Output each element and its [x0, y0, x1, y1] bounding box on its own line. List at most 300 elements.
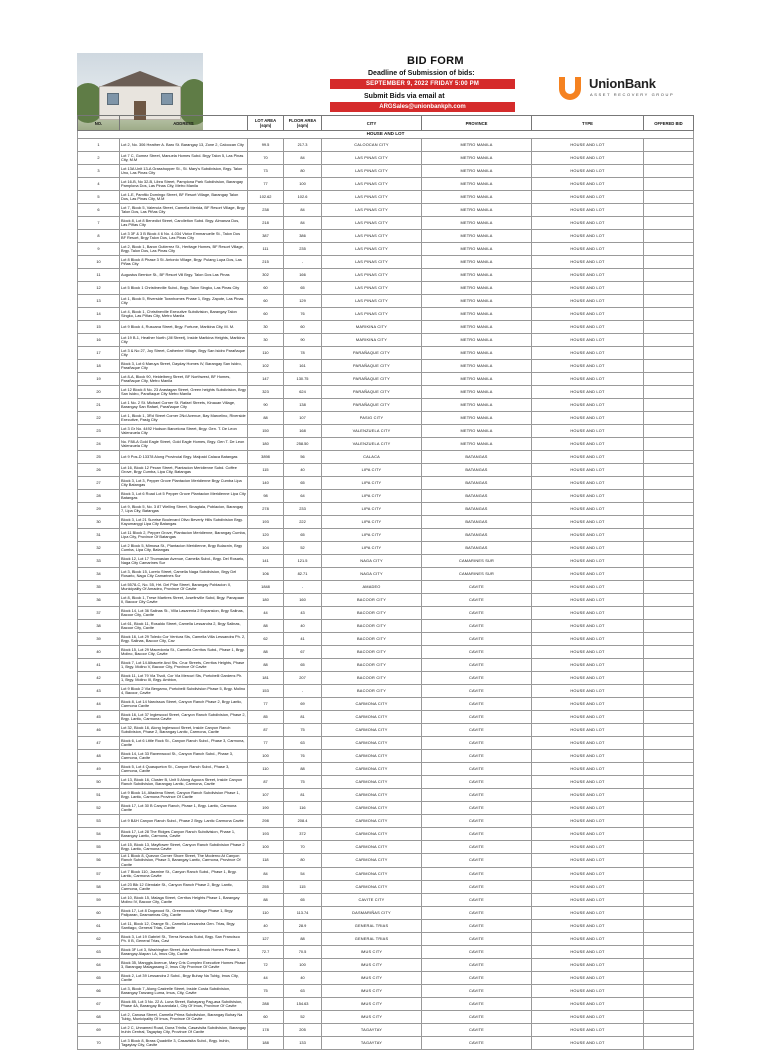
row-offered-bid[interactable] — [644, 920, 694, 933]
row-offered-bid[interactable] — [644, 789, 694, 802]
col-address: ADDRESS — [120, 116, 248, 131]
row-no: 50 — [78, 776, 120, 789]
row-city: MARIKINA CITY — [322, 334, 422, 347]
row-floor-area: - — [284, 581, 322, 594]
row-city: LIPA CITY — [322, 542, 422, 555]
row-no: 54 — [78, 828, 120, 841]
table-row — [78, 282, 694, 295]
row-offered-bid[interactable] — [644, 959, 694, 972]
table-row — [78, 373, 694, 386]
row-address: Lot 1, Block 1, 3Rd Street Corner 2Nd Avenue, Bay Marcelino, Riverside Executive, Pasig City — [120, 412, 248, 425]
row-offered-bid[interactable] — [644, 841, 694, 854]
row-lot-area: 110 — [248, 907, 284, 920]
row-offered-bid[interactable] — [644, 894, 694, 907]
row-no: 23 — [78, 425, 120, 438]
row-type: HOUSE AND LOT — [532, 724, 644, 737]
row-address: Lot 1, Block 5, Riverside Townhomes Phase 1, Brgy. Zapote, Las Pinas City — [120, 295, 248, 308]
row-type: HOUSE AND LOT — [532, 321, 644, 334]
row-offered-bid[interactable] — [644, 568, 694, 581]
row-floor-area: 100 — [284, 959, 322, 972]
row-address: Augustus Bernice St., BF Resort Vill Brgy. Talon Dos Las Pinas — [120, 269, 248, 282]
row-no: 9 — [78, 243, 120, 256]
row-lot-area: 180 — [248, 438, 284, 451]
table-row — [78, 178, 694, 191]
row-city: BACOOR CITY — [322, 659, 422, 672]
row-province: METRO MANILA — [422, 165, 532, 178]
row-no: 63 — [78, 946, 120, 959]
row-offered-bid[interactable] — [644, 269, 694, 282]
row-address: Block 2, Lot 39 Lessandra 2 Subd., Brgy Buhay Na Tubig, Imus City, Cavite — [120, 972, 248, 985]
row-offered-bid[interactable] — [644, 698, 694, 711]
row-floor-area: 78 — [284, 347, 322, 360]
row-address: Lot 9 Block 4, Ruscana Street, Brgy. Fortune, Marikina City, M. M. — [120, 321, 248, 334]
row-floor-area: 82.71 — [284, 568, 322, 581]
table-row — [78, 985, 694, 998]
row-province: BATANGAS — [422, 464, 532, 477]
row-offered-bid[interactable] — [644, 204, 694, 217]
row-offered-bid[interactable] — [644, 633, 694, 646]
table-row — [78, 972, 694, 985]
row-floor-area: 67 — [284, 646, 322, 659]
row-no: 56 — [78, 854, 120, 868]
row-offered-bid[interactable] — [644, 152, 694, 165]
row-offered-bid[interactable] — [644, 659, 694, 672]
table-row — [78, 828, 694, 841]
row-offered-bid[interactable] — [644, 230, 694, 243]
row-type: HOUSE AND LOT — [532, 204, 644, 217]
table-row — [78, 542, 694, 555]
row-floor-area: 205 — [284, 1024, 322, 1037]
row-address: Block 3, Lot 21 Sunrise Boulevard Olivo Beverly Hills Subdivision Brgy. Kayumanggi Lipa City Batangas — [120, 516, 248, 529]
row-floor-area: 75 — [284, 776, 322, 789]
row-city: LIPA CITY — [322, 516, 422, 529]
table-row — [78, 503, 694, 516]
row-offered-bid[interactable] — [644, 581, 694, 594]
row-lot-area: 62 — [248, 633, 284, 646]
row-offered-bid[interactable] — [644, 763, 694, 776]
row-floor-area: 217.3 — [284, 139, 322, 152]
row-offered-bid[interactable] — [644, 191, 694, 204]
row-offered-bid[interactable] — [644, 620, 694, 633]
row-address: Lot 8 Block 8 Phase 3 St. Antonio Village, Brgy. Pulang Lupa Dos, Las Piñas City — [120, 256, 248, 269]
row-city: CARMONA CITY — [322, 868, 422, 881]
row-floor-area: 102.6 — [284, 191, 322, 204]
row-offered-bid[interactable] — [644, 516, 694, 529]
submission-email[interactable]: ARGSales@unionbankph.com — [330, 102, 515, 112]
row-no: 1 — [78, 139, 120, 152]
row-type: HOUSE AND LOT — [532, 894, 644, 907]
row-no: 51 — [78, 789, 120, 802]
row-address: Block 7, Lot 14 Albacete And Sts. Cruz Streets, Cerritos Heights, Phase 1, Brgy. Molino V, Bacoor City, Province Of Cavite — [120, 659, 248, 672]
row-offered-bid[interactable] — [644, 646, 694, 659]
table-row — [78, 152, 694, 165]
row-offered-bid[interactable] — [644, 165, 694, 178]
row-offered-bid[interactable] — [644, 334, 694, 347]
col-floor-area: FLOOR AREA (sqm) — [284, 116, 322, 131]
row-type: HOUSE AND LOT — [532, 646, 644, 659]
row-type: HOUSE AND LOT — [532, 217, 644, 230]
row-offered-bid[interactable] — [644, 815, 694, 828]
row-city: LIPA CITY — [322, 477, 422, 490]
row-address: Lot 12 Block 8 No. 23 Arastagan Street, Green heights Subdivision, Brgy San Isidro, Parañaque City Metro Manila — [120, 386, 248, 399]
table-row — [78, 815, 694, 828]
row-address: Lot 9 B&H Canyon Ranch Subd., Phase 2 Brgy. Lantic Carmona Cavite — [120, 815, 248, 828]
row-address: Block 17, Lot 30 B Canyon Ranch, Phase 1, Brgy. Lantic, Carmona Cavite — [120, 802, 248, 815]
col-type: TYPE — [532, 116, 644, 131]
row-city: LAS PINAS CITY — [322, 256, 422, 269]
row-province: CAMARINES SUR — [422, 568, 532, 581]
row-offered-bid[interactable] — [644, 295, 694, 308]
row-lot-area: 147 — [248, 373, 284, 386]
row-city: CALOOCAN CITY — [322, 139, 422, 152]
row-address: Lot 7 Block 110, Jasmine St., Canyon Ranch Subd., Phase 1, Brgy. Lantic, Carmona Cavite — [120, 868, 248, 881]
row-province: CAVITE — [422, 998, 532, 1011]
row-floor-area: 65 — [284, 477, 322, 490]
row-type: HOUSE AND LOT — [532, 698, 644, 711]
row-offered-bid[interactable] — [644, 985, 694, 998]
row-no: 60 — [78, 907, 120, 920]
row-province: METRO MANILA — [422, 269, 532, 282]
row-floor-area: 84 — [284, 217, 322, 230]
table-row — [78, 295, 694, 308]
row-no: 65 — [78, 972, 120, 985]
row-no: 52 — [78, 802, 120, 815]
row-offered-bid[interactable] — [644, 946, 694, 959]
row-floor-area: 63 — [284, 985, 322, 998]
row-city: LAS PINAS CITY — [322, 269, 422, 282]
row-lot-area: 118 — [248, 854, 284, 868]
row-type: HOUSE AND LOT — [532, 854, 644, 868]
row-address: Block 14, Lot 33 Ravenwood St., Canyon Ranch Subd., Phase 3, Carmona, Cavite — [120, 750, 248, 763]
row-offered-bid[interactable] — [644, 178, 694, 191]
row-lot-area: 73 — [248, 165, 284, 178]
row-address: Block 15, Lot 29 Macedonia St., Camella Cerritos Subd., Phase 1, Brgy. Molino, Bacoor City, Cavite — [120, 646, 248, 659]
row-offered-bid[interactable] — [644, 1037, 694, 1050]
row-city: PARAÑAQUE CITY — [322, 347, 422, 360]
row-lot-area: 99.5 — [248, 139, 284, 152]
table-row — [78, 607, 694, 620]
row-province: CAVITE — [422, 724, 532, 737]
row-province: METRO MANILA — [422, 347, 532, 360]
row-no: 21 — [78, 399, 120, 412]
row-offered-bid[interactable] — [644, 1011, 694, 1024]
row-type: HOUSE AND LOT — [532, 490, 644, 503]
table-row — [78, 425, 694, 438]
row-address: Lot 1 Block 8, Quezon Corner Shore Street, The Moderno At Canyon Ranch Subdivision, Phase 3, Barangay Lantic, Carmona, Province Of Cavite — [120, 854, 248, 868]
row-type: HOUSE AND LOT — [532, 620, 644, 633]
row-type: HOUSE AND LOT — [532, 750, 644, 763]
row-lot-area: 1848 — [248, 581, 284, 594]
row-city: CARMONA CITY — [322, 750, 422, 763]
row-city: NAGA CITY — [322, 568, 422, 581]
row-offered-bid[interactable] — [644, 451, 694, 464]
row-floor-area: 113.74 — [284, 907, 322, 920]
row-city: BACOOR CITY — [322, 594, 422, 607]
row-offered-bid[interactable] — [644, 607, 694, 620]
row-floor-area: 107 — [284, 412, 322, 425]
row-floor-area: - — [284, 256, 322, 269]
table-row — [78, 165, 694, 178]
row-no: 67 — [78, 998, 120, 1011]
row-type: HOUSE AND LOT — [532, 881, 644, 894]
row-address: Lot 32, Block 16, Along Inglewood Street, Inside Canyon Ranch Subdivision, Phase 2, Barangay Lantic, Carmona, Cavite — [120, 724, 248, 737]
row-address: Lot 19 B-1, Heather North (Jill Street), Inside Marikina Heights, Marikina City — [120, 334, 248, 347]
row-floor-area: 258.50 — [284, 438, 322, 451]
row-floor-area: 100 — [284, 178, 322, 191]
row-no: 7 — [78, 217, 120, 230]
row-offered-bid[interactable] — [644, 386, 694, 399]
row-no: 39 — [78, 633, 120, 646]
row-city: MARIKINA CITY — [322, 321, 422, 334]
row-floor-area: 235 — [284, 243, 322, 256]
table-row — [78, 933, 694, 946]
row-offered-bid[interactable] — [644, 139, 694, 152]
row-city: PARAÑAQUE CITY — [322, 386, 422, 399]
table-row — [78, 672, 694, 685]
row-floor-area: 121.5 — [284, 555, 322, 568]
row-no: 43 — [78, 685, 120, 698]
row-offered-bid[interactable] — [644, 933, 694, 946]
row-floor-area: 154.63 — [284, 998, 322, 1011]
row-type: HOUSE AND LOT — [532, 295, 644, 308]
row-province: CAVITE — [422, 1037, 532, 1050]
row-floor-area: 40 — [284, 464, 322, 477]
row-offered-bid[interactable] — [644, 217, 694, 230]
row-offered-bid[interactable] — [644, 802, 694, 815]
row-no: 31 — [78, 529, 120, 542]
row-floor-area: 69 — [284, 698, 322, 711]
row-type: HOUSE AND LOT — [532, 685, 644, 698]
submit-label: Submit Bids via email at — [364, 93, 445, 100]
row-province: CAVITE — [422, 672, 532, 685]
row-offered-bid[interactable] — [644, 737, 694, 750]
row-address: Lot 3, Block 7, Along Castrelle Street, Inside Costa Subdivision, Barangay Tanzang Luma, Imus, City, Cavite — [120, 985, 248, 998]
row-floor-area: - — [284, 685, 322, 698]
page-title: BID FORM — [407, 55, 464, 67]
row-floor-area: 70.5 — [284, 946, 322, 959]
row-no: 46 — [78, 724, 120, 737]
row-lot-area: 111 — [248, 243, 284, 256]
row-province: CAVITE — [422, 789, 532, 802]
row-offered-bid[interactable] — [644, 672, 694, 685]
row-offered-bid[interactable] — [644, 724, 694, 737]
row-city: LAS PINAS CITY — [322, 165, 422, 178]
row-lot-area: 88 — [248, 659, 284, 672]
row-address: Block 3, Lot 19 Gabriel St., Tierra Nevada Subd, Brgy. San Francisco Ph. II B, General Trias, Cavi — [120, 933, 248, 946]
row-floor-area: 161 — [284, 360, 322, 373]
row-no: 58 — [78, 881, 120, 894]
row-province: METRO MANILA — [422, 191, 532, 204]
table-row — [78, 711, 694, 724]
row-offered-bid[interactable] — [644, 998, 694, 1011]
row-city: BACOOR CITY — [322, 646, 422, 659]
row-offered-bid[interactable] — [644, 594, 694, 607]
row-no: 61 — [78, 920, 120, 933]
row-floor-area: 41 — [284, 633, 322, 646]
row-offered-bid[interactable] — [644, 529, 694, 542]
row-city: VALENZUELA CITY — [322, 438, 422, 451]
row-floor-area: 115 — [284, 881, 322, 894]
row-offered-bid[interactable] — [644, 308, 694, 321]
row-province: METRO MANILA — [422, 360, 532, 373]
row-offered-bid[interactable] — [644, 854, 694, 868]
row-floor-area: 64 — [284, 490, 322, 503]
row-address: Lot 9 Block 2 Via Bergamo, Portobelli Subdivision Phase 5, Brgy. Molino 4, Bacoor, Cavite — [120, 685, 248, 698]
row-lot-area: 60 — [248, 308, 284, 321]
row-lot-area: 115 — [248, 464, 284, 477]
row-city: IMUS CITY — [322, 1011, 422, 1024]
row-lot-area: 72 — [248, 959, 284, 972]
row-offered-bid[interactable] — [644, 555, 694, 568]
table-row — [78, 139, 694, 152]
row-lot-area: 127 — [248, 933, 284, 946]
row-city: CARMONA CITY — [322, 737, 422, 750]
row-type: HOUSE AND LOT — [532, 868, 644, 881]
row-no: 8 — [78, 230, 120, 243]
table-row — [78, 685, 694, 698]
row-city: CAVITE CITY — [322, 894, 422, 907]
row-city: LAS PINAS CITY — [322, 243, 422, 256]
row-offered-bid[interactable] — [644, 868, 694, 881]
row-no: 13 — [78, 295, 120, 308]
row-city: LIPA CITY — [322, 464, 422, 477]
row-city: LAS PINAS CITY — [322, 178, 422, 191]
table-row — [78, 412, 694, 425]
row-province: CAVITE — [422, 594, 532, 607]
row-province: METRO MANILA — [422, 425, 532, 438]
row-offered-bid[interactable] — [644, 477, 694, 490]
row-address: Block 17, Lot 8 Dogwood St., Greenwoods Village Phase 1, Brgy. Paliparan, Dasmarinas City, Cavite — [120, 907, 248, 920]
row-offered-bid[interactable] — [644, 1024, 694, 1037]
table-row — [78, 763, 694, 776]
row-offered-bid[interactable] — [644, 347, 694, 360]
table-row — [78, 1024, 694, 1037]
row-offered-bid[interactable] — [644, 828, 694, 841]
row-offered-bid[interactable] — [644, 321, 694, 334]
row-address: Block 11, Lot 79 Via Tivoli, Cor Via Mercuri Sts, Portobelli Gardens Ph. 1, Brgy. Molino III, Brgy. Ambion, — [120, 672, 248, 685]
row-type: HOUSE AND LOT — [532, 139, 644, 152]
row-no: 11 — [78, 269, 120, 282]
row-floor-area: 222 — [284, 516, 322, 529]
row-address: Lot 9, Block 5, No. 3 87 Welling Street, Sinagtala, Poblacion, Barangay 7, Lipa City, Batangas — [120, 503, 248, 516]
row-type: HOUSE AND LOT — [532, 672, 644, 685]
row-lot-area: 77 — [248, 737, 284, 750]
row-lot-area: 70 — [248, 152, 284, 165]
row-city: NAGA CITY — [322, 555, 422, 568]
table-row — [78, 399, 694, 412]
table-row — [78, 581, 694, 594]
row-city: CARMONA CITY — [322, 789, 422, 802]
table-row — [78, 659, 694, 672]
row-city: PARAÑAQUE CITY — [322, 360, 422, 373]
row-offered-bid[interactable] — [644, 464, 694, 477]
row-city: LAS PINAS CITY — [322, 308, 422, 321]
table-row — [78, 217, 694, 230]
col-city: CITY — [322, 116, 422, 131]
row-floor-area: 168 — [284, 425, 322, 438]
row-offered-bid[interactable] — [644, 711, 694, 724]
row-city: CARMONA CITY — [322, 881, 422, 894]
row-city: IMUS CITY — [322, 985, 422, 998]
row-no: 30 — [78, 516, 120, 529]
table-row — [78, 841, 694, 854]
row-type: HOUSE AND LOT — [532, 347, 644, 360]
row-no: 41 — [78, 659, 120, 672]
row-no: 15 — [78, 321, 120, 334]
row-city: LAS PINAS CITY — [322, 152, 422, 165]
unionbank-logo — [555, 73, 693, 103]
row-province: CAVITE — [422, 776, 532, 789]
row-lot-area: 120 — [248, 529, 284, 542]
row-province: CAVITE — [422, 828, 532, 841]
row-offered-bid[interactable] — [644, 685, 694, 698]
row-city: LIPA CITY — [322, 490, 422, 503]
row-floor-area: 54 — [284, 868, 322, 881]
row-lot-area: 190 — [248, 802, 284, 815]
row-offered-bid[interactable] — [644, 256, 694, 269]
row-type: HOUSE AND LOT — [532, 230, 644, 243]
row-offered-bid[interactable] — [644, 972, 694, 985]
row-offered-bid[interactable] — [644, 412, 694, 425]
row-lot-area: 60 — [248, 1011, 284, 1024]
row-floor-area: 65 — [284, 659, 322, 672]
row-floor-area: 76 — [284, 750, 322, 763]
row-offered-bid[interactable] — [644, 907, 694, 920]
table-row — [78, 959, 694, 972]
row-type: HOUSE AND LOT — [532, 594, 644, 607]
row-lot-area: 107 — [248, 789, 284, 802]
row-floor-area: 133 — [284, 1037, 322, 1050]
row-offered-bid[interactable] — [644, 776, 694, 789]
row-floor-area: 65 — [284, 894, 322, 907]
row-address: Block 5, Lot 4 Quasqueton St., Canyon Ranch Subd., Phase 3, Carmona, Cavite — [120, 763, 248, 776]
row-offered-bid[interactable] — [644, 881, 694, 894]
row-offered-bid[interactable] — [644, 399, 694, 412]
table-row — [78, 191, 694, 204]
row-address: Lot 3, Block 15, Loreto Street, Camella Naga Subdivision, Brgy Del Rosario, Naga City Camarines Sur — [120, 568, 248, 581]
row-offered-bid[interactable] — [644, 360, 694, 373]
table-row — [78, 998, 694, 1011]
row-lot-area: 88 — [248, 646, 284, 659]
row-city: BACOOR CITY — [322, 607, 422, 620]
row-province: CAVITE — [422, 907, 532, 920]
row-province: CAVITE — [422, 763, 532, 776]
row-offered-bid[interactable] — [644, 490, 694, 503]
row-address: Block 3, Lot 6 Road Lot 5 Pepper Grove Plantacion Meridienne Lipa City Batangas — [120, 490, 248, 503]
row-offered-bid[interactable] — [644, 373, 694, 386]
row-offered-bid[interactable] — [644, 542, 694, 555]
row-offered-bid[interactable] — [644, 425, 694, 438]
row-offered-bid[interactable] — [644, 438, 694, 451]
row-province: BATANGAS — [422, 477, 532, 490]
row-lot-area: 218 — [248, 217, 284, 230]
row-address: Block 6, Lot 6 Little Rock St., Canyon Ranch Subd., Phase 3, Carmona, Cavite — [120, 737, 248, 750]
row-city: GENERAL TRIAS — [322, 933, 422, 946]
row-type: HOUSE AND LOT — [532, 477, 644, 490]
row-offered-bid[interactable] — [644, 243, 694, 256]
row-offered-bid[interactable] — [644, 750, 694, 763]
row-offered-bid[interactable] — [644, 282, 694, 295]
row-floor-area: 65 — [284, 529, 322, 542]
row-type: HOUSE AND LOT — [532, 542, 644, 555]
row-address: Block 14, Lot 36 Salinas St., Villa Lasarenia 2 Expansion, Brgy Salinas, Bacoor City, Cavite — [120, 607, 248, 620]
table-row — [78, 946, 694, 959]
row-no: 57 — [78, 868, 120, 881]
row-city: LAS PINAS CITY — [322, 230, 422, 243]
row-city: CARMONA CITY — [322, 815, 422, 828]
row-province: METRO MANILA — [422, 321, 532, 334]
row-offered-bid[interactable] — [644, 503, 694, 516]
